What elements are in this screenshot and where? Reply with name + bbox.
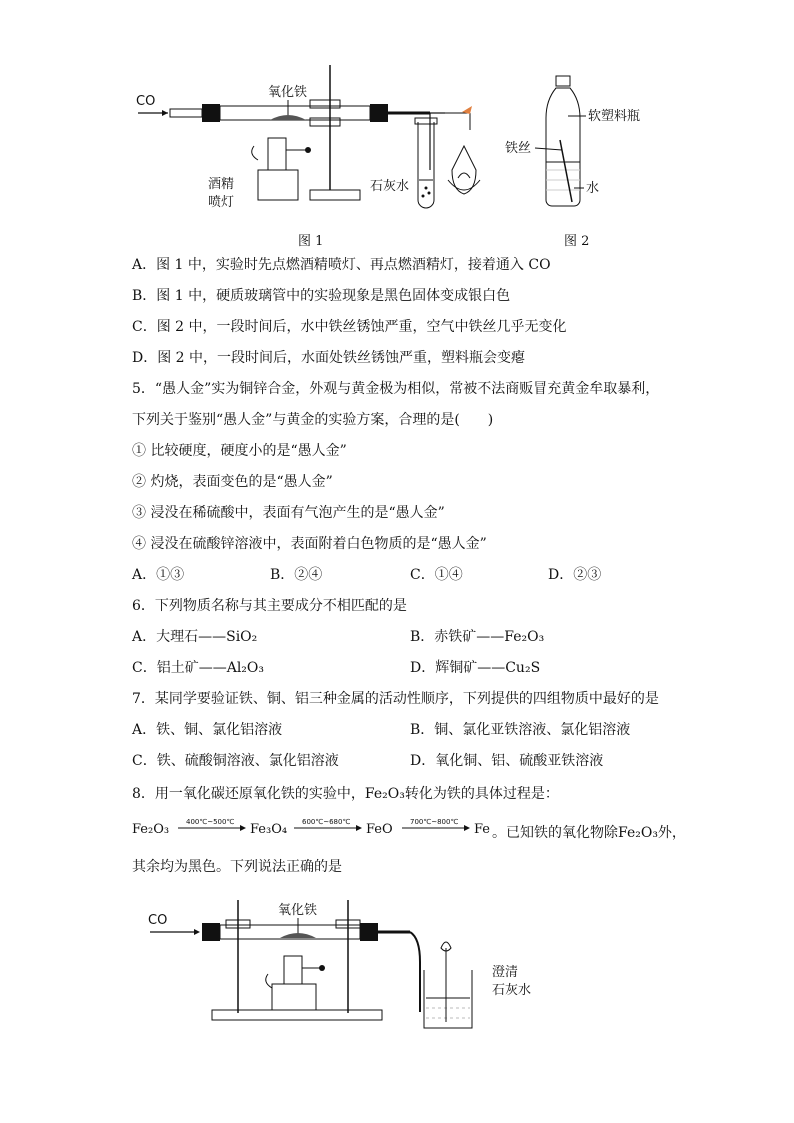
q6-stem: 6．下列物质名称与其主要成分不相匹配的是 xyxy=(132,598,407,614)
fig1-iron-oxide-label: 氧化铁 xyxy=(268,85,308,100)
q7-option-d: D．氧化铜、铝、硫酸亚铁溶液 xyxy=(410,753,604,769)
q5-statement-1: ① 比较硬度，硬度小的是“愚人金” xyxy=(132,443,347,459)
q5-option-a: A．①③ xyxy=(132,567,185,583)
q8-stem-3: 其余均为黑色。下列说法正确的是 xyxy=(132,859,342,875)
q7-stem: 7．某同学要验证铁、铜、铝三种金属的活动性顺序，下列提供的四组物质中最好的是 xyxy=(132,691,659,707)
fig1-caption: 图 1 xyxy=(298,234,324,249)
q5-stem-2: 下列关于鉴别“愚人金”与黄金的实验方案，合理的是( ) xyxy=(132,412,494,428)
fig1-lamp-label-2: 喷灯 xyxy=(208,195,235,210)
q8-arrow-2-label: 600℃~680℃ xyxy=(302,818,351,826)
q6-option-d: D．辉铜矿——Cu₂S xyxy=(410,660,541,676)
q8-arrow-1 xyxy=(176,816,248,838)
figure-3-apparatus xyxy=(140,898,560,1038)
q4-option-c: C．图 2 中，一段时间后，水中铁丝锈蚀严重，空气中铁丝几乎无变化 xyxy=(132,319,567,335)
q8-tail: 。已知铁的氧化物除Fe₂O₃外， xyxy=(492,825,686,841)
fig1-lime-label: 石灰水 xyxy=(370,179,410,194)
figure-1-apparatus xyxy=(130,60,530,220)
fig3-lime-label-2: 石灰水 xyxy=(492,983,532,998)
q8-arrow-1-label: 400℃~500℃ xyxy=(186,818,235,826)
fig1-co-label: CO xyxy=(136,94,156,109)
fig2-bottle-label: 软塑料瓶 xyxy=(588,109,641,124)
q4-option-a: A．图 1 中，实验时先点燃酒精喷灯、再点燃酒精灯，接着通入 CO xyxy=(132,257,551,273)
fig3-lime-label-1: 澄清 xyxy=(492,965,519,980)
q8-compound-feo: FeO xyxy=(366,822,393,837)
fig2-wire-label: 铁丝 xyxy=(505,141,532,156)
fig3-iron-oxide-label: 氧化铁 xyxy=(278,903,318,918)
q4-option-d: D．图 2 中，一段时间后，水面处铁丝锈蚀严重，塑料瓶会变瘪 xyxy=(132,350,526,366)
q7-option-c: C．铁、硫酸铜溶液、氯化铝溶液 xyxy=(132,753,339,769)
q5-statement-2: ② 灼烧，表面变色的是“愚人金” xyxy=(132,474,333,490)
fig1-lamp-label-1: 酒精 xyxy=(208,177,235,192)
q8-arrow-3 xyxy=(400,816,472,838)
q8-arrow-3-label: 700℃~800℃ xyxy=(410,818,459,826)
q6-option-b: B．赤铁矿——Fe₂O₃ xyxy=(410,629,545,645)
fig2-water-label: 水 xyxy=(586,181,600,196)
q8-compound-fe2o3: Fe₂O₃ xyxy=(132,822,170,837)
q5-option-d: D．②③ xyxy=(548,567,602,583)
q7-option-b: B．铜、氯化亚铁溶液、氯化铝溶液 xyxy=(410,722,631,738)
q5-option-c: C．①④ xyxy=(410,567,463,583)
q7-option-a: A．铁、铜、氯化铝溶液 xyxy=(132,722,283,738)
q5-option-b: B．②④ xyxy=(270,567,323,583)
q8-stem: 8．用一氧化碳还原氧化铁的实验中，Fe₂O₃转化为铁的具体过程是： xyxy=(132,786,559,802)
figure-2-bottle xyxy=(500,70,700,220)
q8-compound-fe: Fe xyxy=(474,822,491,837)
q5-stem-1: 5．“愚人金”实为铜锌合金，外观与黄金极为相似，常被不法商贩冒充黄金牟取暴利， xyxy=(132,381,660,397)
q6-option-a: A．大理石——SiO₂ xyxy=(132,629,258,645)
fig3-co-label: CO xyxy=(148,913,168,928)
q6-option-c: C．铝土矿——Al₂O₃ xyxy=(132,660,265,676)
q8-compound-fe3o4: Fe₃O₄ xyxy=(250,822,288,837)
q5-statement-3: ③ 浸没在稀硫酸中，表面有气泡产生的是“愚人金” xyxy=(132,505,445,521)
q4-option-b: B．图 1 中，硬质玻璃管中的实验现象是黑色固体变成银白色 xyxy=(132,288,511,304)
fig2-caption: 图 2 xyxy=(564,234,590,249)
q5-statement-4: ④ 浸没在硫酸锌溶液中，表面附着白色物质的是“愚人金” xyxy=(132,536,487,552)
q8-arrow-2 xyxy=(292,816,364,838)
